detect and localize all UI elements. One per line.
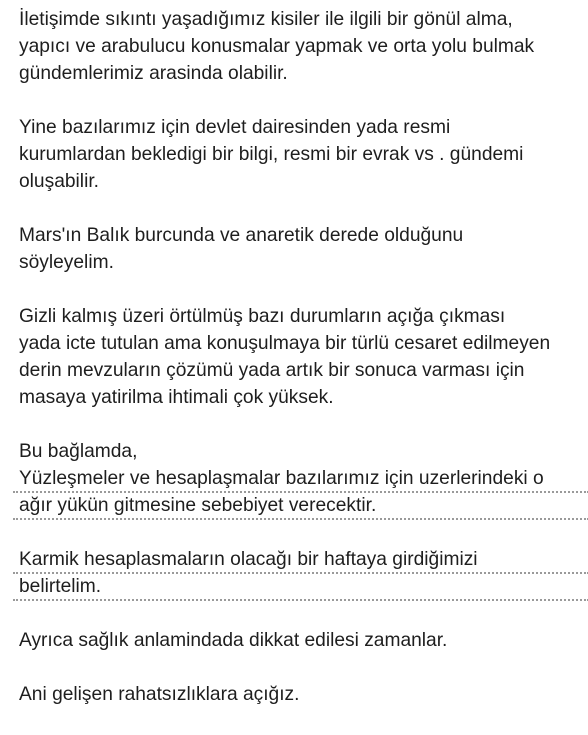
text-line: kurumlardan bekledigi bir bilgi, resmi bir evrak vs . gündemi (19, 144, 524, 165)
paragraph-karmic (19, 546, 585, 600)
text-line: gündemlerimiz arasinda olabilir. (19, 63, 288, 84)
document-body (19, 6, 585, 735)
paragraph-official-documents (19, 114, 585, 195)
text-line: Gizli kalmış üzeri örtülmüş bazı durumların açığa çıkması (19, 306, 506, 327)
text-line: Ani gelişen rahatsızlıklara açığız. (19, 684, 300, 705)
paragraph-hidden-matters (19, 303, 585, 411)
text-line-underlined: Karmik hesaplasmaların olacağı bir haftaya girdiğimizi (19, 546, 585, 573)
text-line: masaya yatirilma ihtimali çok yüksek. (19, 387, 334, 408)
paragraph-health (19, 627, 585, 654)
text-line-underlined: Yüzleşmeler ve hesaplaşmalar bazılarımız için uzerlerindeki o (19, 465, 585, 492)
paragraph-sudden-illness (19, 681, 585, 708)
text-line: derin mevzuların çözümü yada artık bir sonuca varması için (19, 360, 525, 381)
text-line: Bu bağlamda, (19, 441, 138, 462)
text-line-underlined: belirtelim. (19, 573, 585, 600)
text-line: İletişimde sıkıntı yaşadığımız kisiler ile ilgili bir gönül alma, (19, 9, 513, 30)
text-line: Ayrıca sağlık anlamindada dikkat edilesi zamanlar. (19, 630, 448, 651)
text-line: söyleyelim. (19, 252, 114, 273)
paragraph-communication (19, 6, 585, 87)
text-line: yapıcı ve arabulucu konusmalar yapmak ve orta yolu bulmak (19, 36, 535, 57)
text-line: oluşabilir. (19, 171, 99, 192)
paragraph-mars-pisces (19, 222, 585, 276)
paragraph-confrontations (19, 438, 585, 519)
text-line: Yine bazılarımız için devlet dairesinden yada resmi (19, 117, 451, 138)
text-line: yada icte tutulan ama konuşulmaya bir türlü cesaret edilmeyen (19, 333, 551, 354)
text-line: Mars'ın Balık burcunda ve anaretik derede olduğunu (19, 225, 464, 246)
text-line-underlined: ağır yükün gitmesine sebebiyet verecektir. (19, 492, 585, 519)
